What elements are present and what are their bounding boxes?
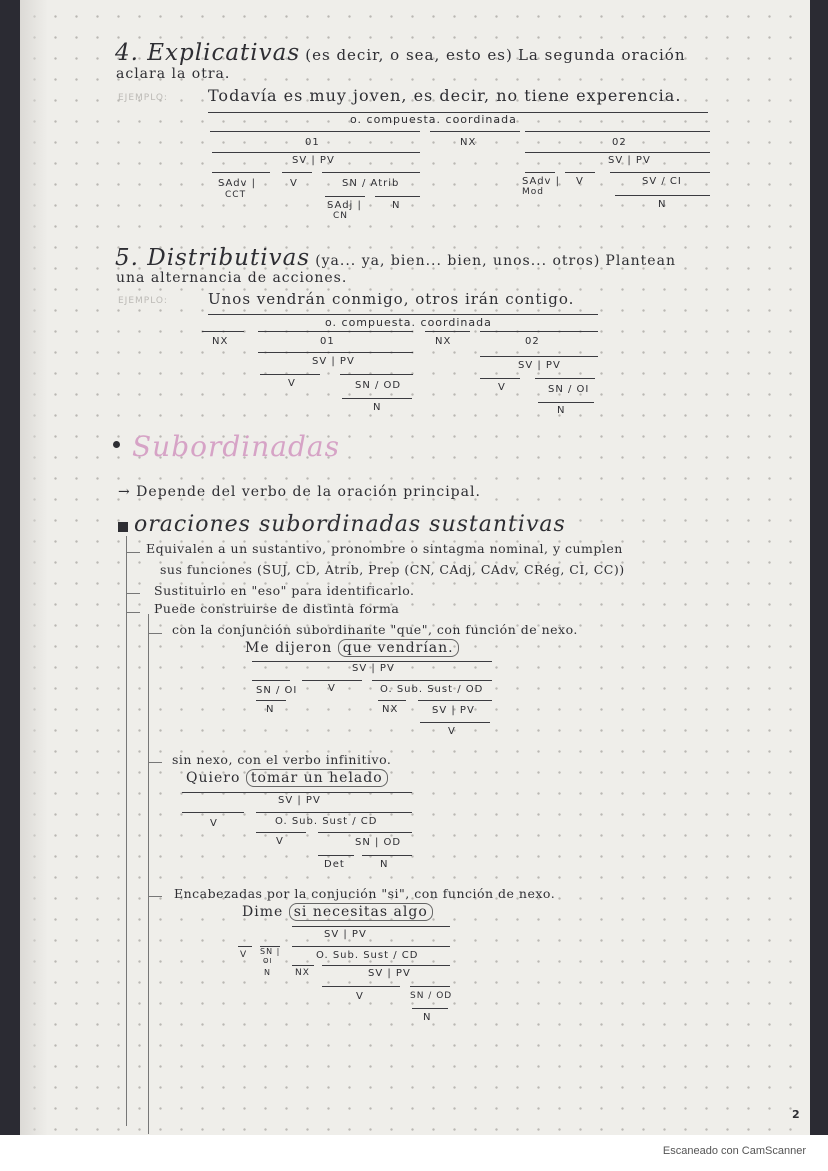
section-5-paren: (ya... ya, bien... bien, unos... otros) bbox=[315, 253, 601, 269]
analysis-label: Det bbox=[324, 859, 345, 870]
line bbox=[420, 722, 490, 723]
analysis-label: OI bbox=[263, 957, 273, 965]
analysis-label: V bbox=[210, 818, 218, 829]
analysis-label: V bbox=[576, 176, 584, 187]
example-1-que: que vendrían. bbox=[338, 639, 459, 657]
example-label-4: EJEMPLO: bbox=[118, 93, 168, 103]
tree-line-main bbox=[126, 536, 127, 1126]
analysis-label: SN / OI bbox=[256, 685, 298, 696]
line bbox=[342, 398, 412, 399]
line bbox=[418, 700, 492, 701]
section-5-title: 5. Distributivas bbox=[115, 245, 311, 271]
section-4-heading bbox=[115, 40, 686, 66]
example-3-dime: Dime bbox=[242, 904, 284, 920]
line bbox=[480, 378, 520, 379]
line bbox=[610, 172, 710, 173]
line bbox=[292, 926, 450, 927]
line bbox=[212, 172, 270, 173]
analysis-label: o. compuesta. coordinada bbox=[350, 113, 517, 126]
analysis-label: SV | PV bbox=[292, 155, 335, 166]
analysis-label: o. compuesta. coordinada bbox=[325, 316, 492, 329]
example-3-si: si necesitas algo bbox=[289, 903, 433, 921]
analysis-label: SV | PV bbox=[368, 968, 411, 979]
line bbox=[372, 680, 492, 681]
example-1 bbox=[245, 640, 459, 656]
case-2-text: sin nexo, con el verbo infinitivo. bbox=[172, 752, 392, 767]
analysis-label: 02 bbox=[612, 137, 627, 148]
line bbox=[258, 331, 413, 332]
analysis-label: CN bbox=[333, 211, 349, 221]
bullet-text-1b: sus funciones (SUJ, CD, Atrib, Prep (CN, CAdj, CAdv, CRég, CI, CC)) bbox=[160, 562, 625, 577]
analysis-label: SV | PV bbox=[324, 929, 367, 940]
line bbox=[322, 986, 400, 987]
tree-branch bbox=[148, 896, 162, 897]
line bbox=[430, 131, 520, 132]
bullet-text-1: Equivalen a un sustantivo, pronombre o sintagma nominal, y cumplen bbox=[146, 541, 623, 556]
line bbox=[238, 946, 252, 947]
analysis-label: N bbox=[266, 704, 275, 715]
line bbox=[480, 331, 598, 332]
line bbox=[302, 680, 362, 681]
analysis-label: NX bbox=[212, 336, 229, 347]
analysis-label: V bbox=[328, 683, 336, 694]
analysis-label: V bbox=[498, 382, 506, 393]
analysis-label: SV / CI bbox=[642, 176, 682, 187]
line bbox=[538, 402, 594, 403]
analysis-label: 01 bbox=[305, 137, 320, 148]
analysis-label: CCT bbox=[225, 190, 247, 200]
line bbox=[202, 331, 244, 332]
tree-branch bbox=[126, 612, 140, 613]
example-sentence-4: Todavía es muy joven, es decir, no tiene experencia. bbox=[208, 86, 682, 105]
analysis-label: NX bbox=[435, 336, 452, 347]
analysis-label: N bbox=[557, 405, 566, 416]
line bbox=[525, 152, 710, 153]
bullet-dot bbox=[113, 441, 120, 448]
line bbox=[480, 356, 598, 357]
line bbox=[260, 374, 320, 375]
analysis-label: V bbox=[240, 950, 248, 960]
section-4-paren: (es decir, o sea, esto es) bbox=[305, 46, 513, 64]
line bbox=[256, 700, 286, 701]
line bbox=[318, 832, 412, 833]
line bbox=[292, 946, 450, 947]
analysis-label: N bbox=[658, 199, 667, 210]
analysis-label: NX bbox=[295, 968, 310, 978]
analysis-label: SAdv | bbox=[522, 176, 561, 187]
bullet-text-2: Sustituirlo en "eso" para identificarlo. bbox=[154, 583, 415, 598]
line bbox=[252, 680, 290, 681]
analysis-label: SV | PV bbox=[518, 360, 561, 371]
line bbox=[535, 378, 595, 379]
analysis-label: 02 bbox=[525, 336, 540, 347]
section-4-desc-2: aclara la otra. bbox=[116, 66, 231, 82]
bullet-text-3: Puede construirse de distinta forma bbox=[154, 601, 400, 616]
section-5-heading bbox=[115, 245, 676, 271]
section-5-desc-2: una alternancia de acciones. bbox=[116, 270, 348, 286]
analysis-label: Mod bbox=[522, 187, 544, 197]
tree-branch bbox=[148, 633, 162, 634]
line bbox=[525, 172, 555, 173]
line bbox=[378, 700, 406, 701]
subordinadas-title: Subordinadas bbox=[132, 430, 340, 463]
section-4-title: 4. Explicativas bbox=[115, 40, 301, 66]
example-2-quiero: Quiero bbox=[186, 770, 241, 786]
line bbox=[410, 986, 450, 987]
analysis-label: V bbox=[276, 836, 284, 847]
analysis-label: SN / OD bbox=[410, 991, 453, 1001]
line bbox=[210, 131, 420, 132]
line bbox=[525, 131, 710, 132]
analysis-label: SN | bbox=[260, 947, 281, 956]
analysis-label: V bbox=[448, 726, 456, 737]
tree-branch bbox=[148, 762, 162, 763]
analysis-label: SV | PV bbox=[352, 663, 395, 674]
analysis-label: SV | PV bbox=[608, 155, 651, 166]
notebook-page bbox=[20, 0, 810, 1135]
scanner-watermark: Escaneado con CamScanner bbox=[662, 1145, 806, 1157]
line bbox=[212, 152, 420, 153]
example-2-tomar: tomar un helado bbox=[246, 769, 388, 787]
line bbox=[565, 172, 595, 173]
case-3-text: Encabezadas por la conjución "si", con función de nexo. bbox=[174, 886, 556, 901]
analysis-label: V bbox=[290, 178, 298, 189]
line bbox=[182, 792, 412, 793]
line bbox=[282, 172, 312, 173]
line bbox=[615, 195, 710, 196]
analysis-label: V bbox=[288, 378, 296, 389]
line bbox=[325, 196, 365, 197]
tree-branch bbox=[126, 552, 140, 553]
example-sentence-5: Unos vendrán conmigo, otros irán contigo. bbox=[208, 290, 575, 308]
example-label-5: EJEMPLO: bbox=[118, 296, 168, 306]
line bbox=[256, 832, 306, 833]
line bbox=[252, 661, 492, 662]
line bbox=[322, 172, 420, 173]
scanner-footer bbox=[0, 1135, 828, 1171]
analysis-label: O. Sub. Sust / OD bbox=[380, 684, 484, 695]
analysis-label: N bbox=[264, 968, 271, 977]
example-1-me: Me bbox=[245, 640, 270, 656]
analysis-label: N bbox=[392, 200, 401, 211]
line bbox=[340, 374, 413, 375]
tree-line-sub bbox=[148, 614, 149, 1134]
analysis-label: SV | PV bbox=[432, 705, 475, 716]
analysis-label: NX bbox=[382, 704, 399, 715]
sustantivas-title: oraciones subordinadas sustantivas bbox=[134, 512, 566, 537]
subordinadas-desc: → Depende del verbo de la oración principal. bbox=[118, 484, 481, 500]
line bbox=[412, 1008, 448, 1009]
analysis-label: SN / OI bbox=[548, 384, 590, 395]
analysis-label: SV | PV bbox=[312, 356, 355, 367]
line bbox=[318, 855, 354, 856]
analysis-label: N bbox=[423, 1012, 432, 1023]
line bbox=[258, 352, 413, 353]
case-1-text: con la conjunción subordinante "que", con función de nexo. bbox=[172, 622, 578, 637]
analysis-label: N bbox=[380, 859, 389, 870]
analysis-label: SN / OD bbox=[355, 380, 402, 391]
analysis-label: SN | OD bbox=[355, 837, 402, 848]
line bbox=[182, 812, 244, 813]
line bbox=[425, 331, 470, 332]
line bbox=[322, 965, 450, 966]
analysis-label: SAdj | bbox=[327, 200, 362, 211]
analysis-label: SN / Atrib bbox=[342, 178, 400, 189]
section-4-desc: La segunda oración bbox=[517, 46, 686, 64]
analysis-label: O. Sub. Sust / CD bbox=[275, 816, 378, 827]
analysis-label: SAdv | bbox=[218, 178, 257, 189]
analysis-label: N bbox=[373, 402, 382, 413]
example-2 bbox=[186, 770, 388, 786]
square-bullet bbox=[118, 522, 128, 532]
analysis-label: O. Sub. Sust / CD bbox=[316, 950, 419, 961]
section-5-desc: Plantean bbox=[605, 253, 676, 269]
analysis-label: 01 bbox=[320, 336, 335, 347]
analysis-label: NX bbox=[460, 137, 477, 148]
line bbox=[375, 196, 420, 197]
line bbox=[208, 314, 598, 315]
page-number: 2 bbox=[792, 1108, 800, 1121]
line bbox=[362, 855, 412, 856]
example-3 bbox=[242, 904, 433, 920]
analysis-label: V bbox=[356, 991, 364, 1002]
example-1-dijeron: dijeron bbox=[275, 640, 333, 656]
analysis-label: SV | PV bbox=[278, 795, 321, 806]
line bbox=[256, 812, 412, 813]
line bbox=[292, 965, 314, 966]
tree-branch bbox=[126, 593, 140, 594]
